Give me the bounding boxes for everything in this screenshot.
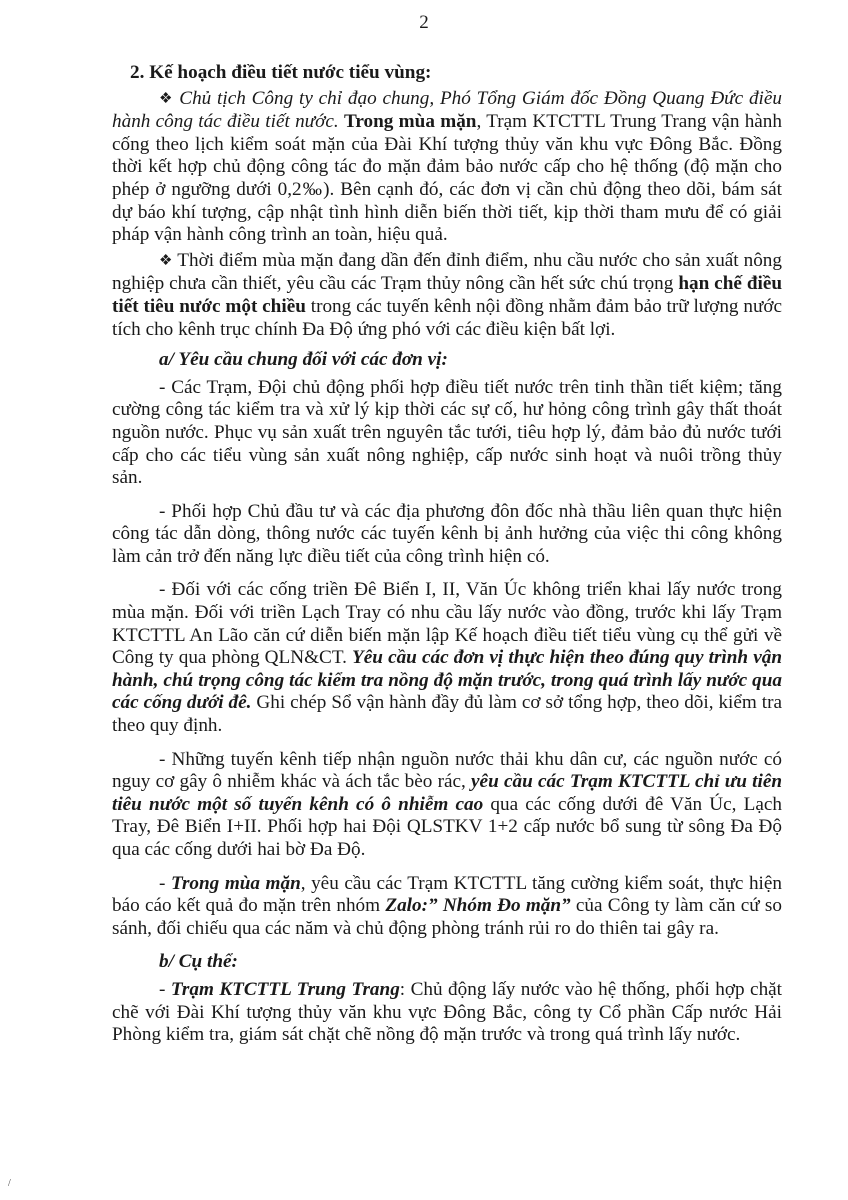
a5-text: , yêu cầu các Trạm KTCTTL tăng cường kiểm soát, thực hiện báo cáo kết quả đo mặn trên nhóm — [112, 872, 783, 917]
a4-emphasis: yêu cầu các Trạm KTCTTL chỉ ưu tiên tiêu nước một số tuyến kênh có ô nhiễm cao — [112, 771, 783, 815]
para2-bold: hạn chế điều tiết tiêu nước một chiều — [112, 273, 783, 317]
item-a1: - Các Trạm, Đội chủ động phối hợp điều tiết nước trên tinh thần tiết kiệm; tăng cường công tác kiểm tra và xử lý kịp thời các sự cố, hư hỏng công trình gây thất thoát nguồn nước. Phục vụ sản xuất trên nguyên tắc tưới, tiêu hợp lý, đảm bảo đủ nước tưới cấp cho các tiểu vùng sản xuất nông nghiệp, cấp nước sinh hoạt và nuôi trồng thủy sản. — [112, 376, 782, 489]
a4-text: - Những tuyến kênh tiếp nhận nguồn nước thải khu dân cư, các nguồn nước có nguy cơ gây ô nhiễm khác và ách tắc bèo rác, — [112, 748, 782, 793]
a3-rest: Ghi chép Sổ vận hành đầy đủ làm cơ sở tổng hợp, theo dõi, kiểm tra theo quy định. — [112, 692, 782, 737]
a5-rest: của Công ty làm căn cứ so sánh, đối chiếu qua các năm và chủ động phòng tránh rủi ro do thiên tai gây ra. — [112, 895, 782, 939]
b1-rest: : Chủ động lấy nước vào hệ thống, phối hợp chặt chẽ với Đài Khí tượng thủy văn khu vực Đông Bắc, công ty Cổ phần Cấp nước Hải Phòng kiểm tra, giám sát chặt chẽ nồng độ mặn trước và trong quá trình lấy nước. — [112, 978, 783, 1046]
a3-emphasis: Yêu cầu các đơn vị thực hiện theo đúng quy trình vận hành, chú trọng công tác kiểm tra nồng độ mặn trước, trong quá trình lấy nước qua các cống dưới đê. — [112, 647, 782, 714]
page-number: 2 — [419, 12, 429, 33]
para1-italic: Chủ tịch Công ty chỉ đạo chung, Phó Tổng Giám đốc Đồng Quang Đức điều hành công tác điều tiết nước. — [112, 87, 783, 133]
section-title: 2. Kế hoạch điều tiết nước tiểu vùng: — [130, 62, 432, 83]
paragraph-chairman-direction — [112, 88, 782, 247]
para1-rest: , Trạm KTCTTL Trung Trang vận hành cống theo lịch kiểm soát mặn của Đài Khí tượng thủy văn khu vực Đông Bắc. Đồng thời kết hợp chủ động công tác đo mặn đảm bảo nước cấp cho hệ thống (độ mặn cho phép ở ngưỡng dưới 0,2‰). Bên cạnh đó, các đơn vị cần chủ động theo dõi, bám sát dự báo khí tượng, cập nhật tình hình diễn biến thời tiết, kịp thời tham mưu để có giải pháp vận hành công trình an toàn, hiệu quả. — [112, 111, 782, 246]
a5-emphasis: Trong mùa mặn — [170, 872, 301, 894]
a4-rest: qua các cống dưới đê Văn Úc, Lạch Tray, Đê Biển I+II. Phối hợp hai Đội QLSTKV 1+2 cấp nước bổ sung từ sông Đa Độ qua các cống dưới hai bờ Đa Độ. — [112, 793, 783, 860]
b1-dash: - — [159, 978, 166, 1000]
para2-text: Thời điểm mùa mặn đang dần đến đỉnh điểm, nhu cầu nước cho sản xuất nông nghiệp chưa cần thiết, yêu cầu các Trạm thủy nông cần hết sức chú trọng — [112, 249, 782, 295]
subheading-general-requirements: a/ Yêu cầu chung đối với các đơn vị: — [159, 349, 448, 371]
b1-station-name: Trạm KTCTTL Trung Trang — [170, 978, 400, 1000]
item-a4 — [112, 749, 782, 862]
paragraph-salinity-peak — [112, 250, 782, 341]
a5-dash: - — [159, 872, 166, 894]
a3-text: - Đối với các cống triền Đê Biển I, II, Văn Úc không triển khai lấy nước trong mùa mặn. Đối với triền Lạch Tray có nhu cầu lấy nước vào đồng, trước khi lấy Trạm KTCTTL An Lão căn cứ diễn biến mặn lập Kế hoạch điều tiết tiểu vùng cụ thể gửi về Công ty qua phòng QLN&CT. — [112, 579, 782, 669]
a5-zalo-group: Zalo:” Nhóm Đo mặn” — [385, 895, 571, 917]
item-b1 — [112, 979, 782, 1047]
para1-bold: Trong mùa mặn — [344, 111, 477, 133]
para2-rest: trong các tuyến kênh nội đồng nhằm đảm bảo trữ lượng nước tích cho kênh trục chính Đa Độ ứng phó với các điều kiện bất lợi. — [112, 295, 783, 340]
bullet-icon: ❖ — [159, 90, 174, 107]
scan-mark: / — [8, 1178, 11, 1189]
bullet-icon: ❖ — [159, 252, 173, 269]
item-a2: - Phối hợp Chủ đầu tư và các địa phương đôn đốc nhà thầu liên quan thực hiện công tác dẫn dòng, thông nước các tuyến kênh bị ảnh hưởng của việc thi công không làm cản trở đến năng lực điều tiết của công trình hiện có. — [112, 500, 782, 567]
subheading-specific: b/ Cụ thể: — [159, 951, 238, 973]
document-body — [112, 62, 782, 1050]
item-a5 — [112, 873, 782, 941]
item-a3 — [112, 579, 782, 737]
